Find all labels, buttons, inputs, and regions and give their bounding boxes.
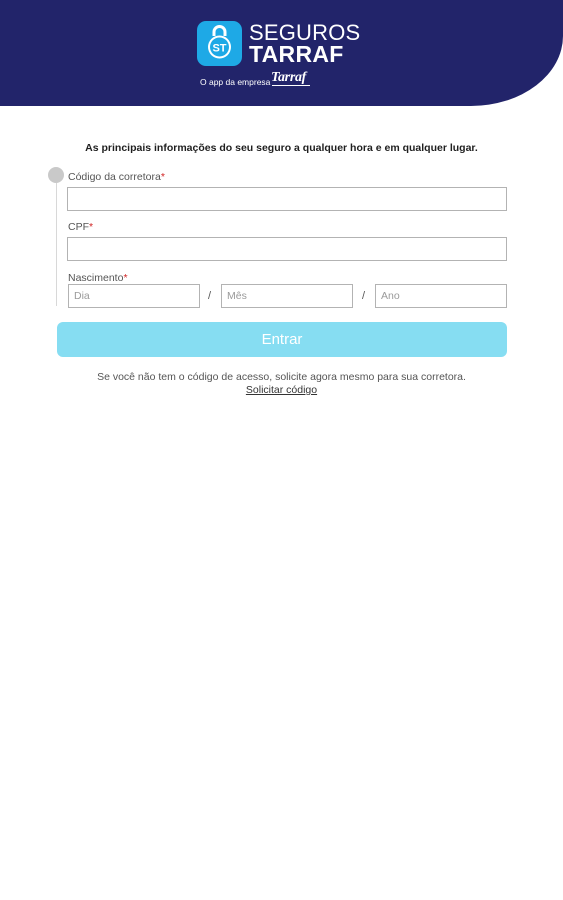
cpf-label-text: CPF <box>68 221 89 233</box>
request-code-row <box>0 384 563 396</box>
shield-lock-icon <box>197 21 242 66</box>
help-text: Se você não tem o código de acesso, solicite agora mesmo para sua corretora. <box>97 371 466 383</box>
partner-underline <box>272 85 310 90</box>
app-logo <box>197 20 361 67</box>
logo-initials: ST <box>212 42 227 55</box>
partner-logo <box>271 71 306 91</box>
intro-text: As principais informações do seu seguro a qualquer hora e em qualquer lugar. <box>85 142 478 154</box>
required-mark: * <box>123 272 128 284</box>
app-header <box>0 0 563 106</box>
cpf-input[interactable] <box>67 237 507 261</box>
birth-month-input[interactable] <box>221 284 353 308</box>
step-indicator-dot <box>48 167 64 183</box>
broker-code-label-text: Código da corretora <box>68 171 161 183</box>
birth-label-text: Nascimento <box>68 272 124 284</box>
required-mark: * <box>160 171 165 183</box>
partner-name: Tarraf <box>271 70 307 85</box>
broker-code-input[interactable] <box>67 187 507 211</box>
step-indicator-line <box>56 176 57 306</box>
date-separator: / <box>362 290 366 302</box>
date-separator: / <box>208 290 212 302</box>
birth-label <box>68 272 128 284</box>
request-code-link[interactable]: Solicitar código <box>245 384 318 396</box>
brand-name-line2: TARRAF <box>249 41 344 67</box>
tagline: O app da empresa <box>200 77 271 87</box>
required-mark: * <box>89 221 94 233</box>
brand-name-line1: SEGUROS <box>249 20 361 45</box>
broker-code-label <box>68 171 165 183</box>
birth-year-input[interactable] <box>375 284 507 308</box>
login-button[interactable]: Entrar <box>57 322 507 357</box>
cpf-label <box>68 221 93 233</box>
birth-day-input[interactable] <box>68 284 200 308</box>
